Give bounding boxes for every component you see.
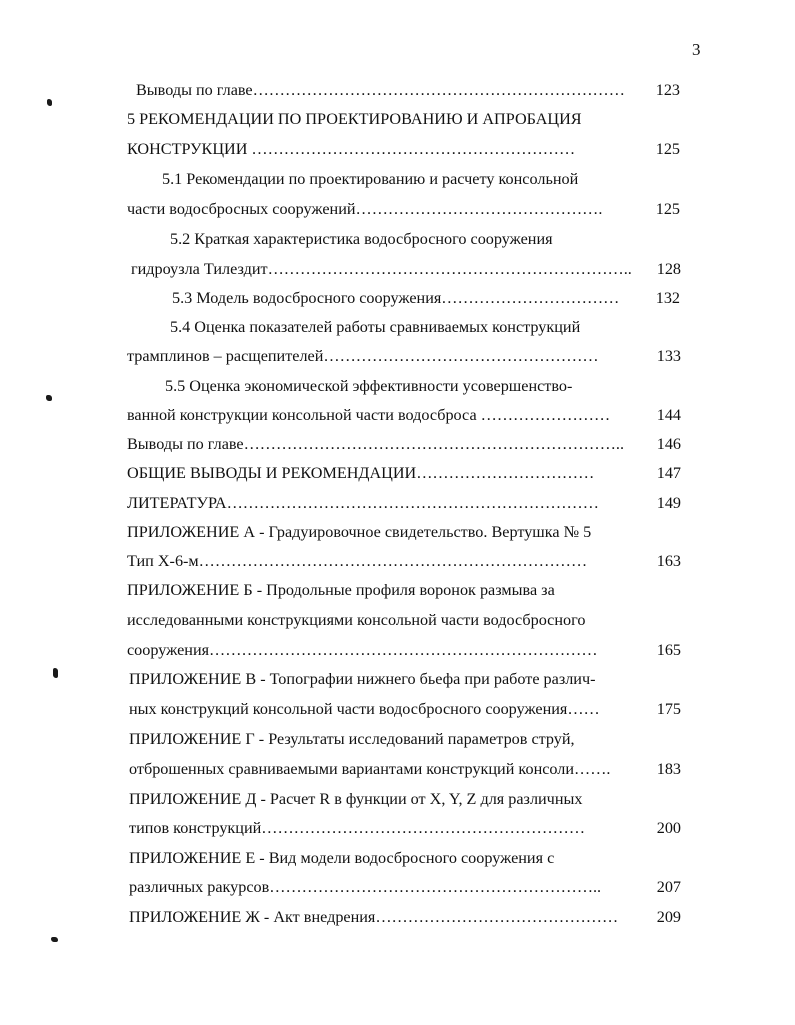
toc-entry-text: гидроузла Тилездит………………………………………………………….. (131, 260, 632, 278)
toc-entry-text: ных конструкций консольной части водосбросного сооружения…… (129, 700, 600, 718)
scan-speck (51, 937, 58, 942)
toc-entry-text: 5.4 Оценка показателей работы сравниваемых конструкций (170, 318, 581, 336)
toc-entry-text: типов конструкций…………………………………………………… (129, 819, 586, 837)
toc-line (127, 606, 681, 634)
toc-entry-text: 5.5 Оценка экономической эффективности усовершенство- (165, 377, 573, 395)
toc-line (129, 665, 681, 693)
toc-line (127, 518, 681, 546)
toc-entry-text: ПРИЛОЖЕНИЕ Ж - Акт внедрения……………………………………… (129, 908, 619, 926)
toc-line (131, 255, 681, 283)
toc-line (129, 785, 681, 813)
toc-line (129, 903, 681, 931)
toc-entry-page: 209 (656, 908, 681, 926)
toc-line (136, 76, 680, 104)
toc-entry-page: 144 (656, 406, 681, 424)
toc-line (172, 284, 680, 312)
toc-line (170, 225, 680, 253)
page-number: 3 (692, 40, 701, 59)
toc-line (127, 135, 680, 163)
toc-entry-page: 146 (656, 435, 681, 453)
toc-entry-text: 5.1 Рекомендации по проектированию и расчету консольной (162, 170, 579, 188)
toc-entry-text: ПРИЛОЖЕНИЕ Б - Продольные профиля воронок размыва за (127, 581, 555, 599)
toc-entry-page: 163 (656, 552, 681, 570)
toc-entry-text: 5 РЕКОМЕНДАЦИИ ПО ПРОЕКТИРОВАНИЮ И АПРОБАЦИЯ (127, 110, 582, 128)
toc-line (127, 195, 680, 223)
toc-entry-page: 207 (656, 878, 681, 896)
toc-entry-text: Выводы по главе…………………………………………………………… (136, 81, 625, 99)
toc-entry-text: ванной конструкции консольной части водосброса …………………… (127, 406, 611, 424)
toc-entry-text: ПРИЛОЖЕНИЕ Е - Вид модели водосбросного сооружения с (129, 849, 555, 867)
toc-entry-text: ПРИЛОЖЕНИЕ Д - Расчет R в функции от X, Y, Z для различных (129, 790, 583, 808)
toc-line (129, 873, 681, 901)
scan-speck (53, 668, 58, 678)
toc-entry-text: ЛИТЕРАТУРА…………………………………………………………… (127, 494, 599, 512)
toc-entry-page: 133 (656, 347, 681, 365)
toc-entry-page: 147 (656, 464, 681, 482)
toc-line (165, 372, 681, 400)
toc-line (129, 755, 681, 783)
toc-entry-text: ПРИЛОЖЕНИЕ А - Градуировочное свидетельство. Вертушка № 5 (127, 523, 592, 541)
toc-line (129, 814, 681, 842)
toc-entry-text: Тип Х-6-м……………………………………………………………… (127, 552, 588, 570)
toc-line (170, 313, 680, 341)
toc-entry-page: 125 (655, 140, 680, 158)
toc-line (129, 695, 681, 723)
toc-entry-text: части водосбросных сооружений………………………………………. (127, 200, 603, 218)
toc-entry-page: 123 (655, 81, 680, 99)
toc-entry-text: отброшенных сравниваемыми вариантами конструкций консоли……. (129, 760, 611, 778)
toc-line (127, 489, 681, 517)
toc-entry-page: 200 (656, 819, 681, 837)
toc-entry-page: 128 (656, 260, 681, 278)
toc-line (127, 342, 681, 370)
toc-entry-text: Выводы по главе…………………………………………………………….. (127, 435, 625, 453)
toc-entry-text: ПРИЛОЖЕНИЕ В - Топографии нижнего бьефа при работе различ- (129, 670, 596, 688)
toc-entry-text: различных ракурсов…………………………………………………….. (129, 878, 602, 896)
toc-entry-text: исследованными конструкциями консольной части водосбросного (127, 611, 586, 629)
toc-entry-text: сооружения……………………………………………………………… (127, 641, 598, 659)
toc-line (127, 547, 681, 575)
toc-entry-page: 165 (656, 641, 681, 659)
toc-line (127, 459, 681, 487)
toc-entry-text: 5.2 Краткая характеристика водосбросного сооружения (170, 230, 553, 248)
toc-line (162, 165, 680, 193)
toc-entry-text: трамплинов – расщепителей…………………………………………… (127, 347, 599, 365)
toc-line (127, 576, 681, 604)
toc-line (127, 401, 681, 429)
toc-entry-page: 125 (655, 200, 680, 218)
toc-entry-page: 132 (655, 289, 680, 307)
toc-entry-page: 183 (656, 760, 681, 778)
toc-line (129, 844, 681, 872)
toc-entry-text: КОНСТРУКЦИИ …………………………………………………… (127, 140, 576, 158)
toc-entry-page: 175 (656, 700, 681, 718)
toc-line (129, 725, 681, 753)
toc-entry-text: ПРИЛОЖЕНИЕ Г - Результаты исследований параметров струй, (129, 730, 575, 748)
toc-line (127, 636, 681, 664)
toc-entry-text: 5.3 Модель водосбросного сооружения…………………………… (172, 289, 620, 307)
toc-line (127, 430, 681, 458)
scan-speck (47, 99, 52, 106)
toc-entry-text: ОБЩИЕ ВЫВОДЫ И РЕКОМЕНДАЦИИ…………………………… (127, 464, 595, 482)
scan-speck (46, 395, 52, 401)
toc-entry-page: 149 (656, 494, 681, 512)
toc-line (127, 105, 680, 133)
